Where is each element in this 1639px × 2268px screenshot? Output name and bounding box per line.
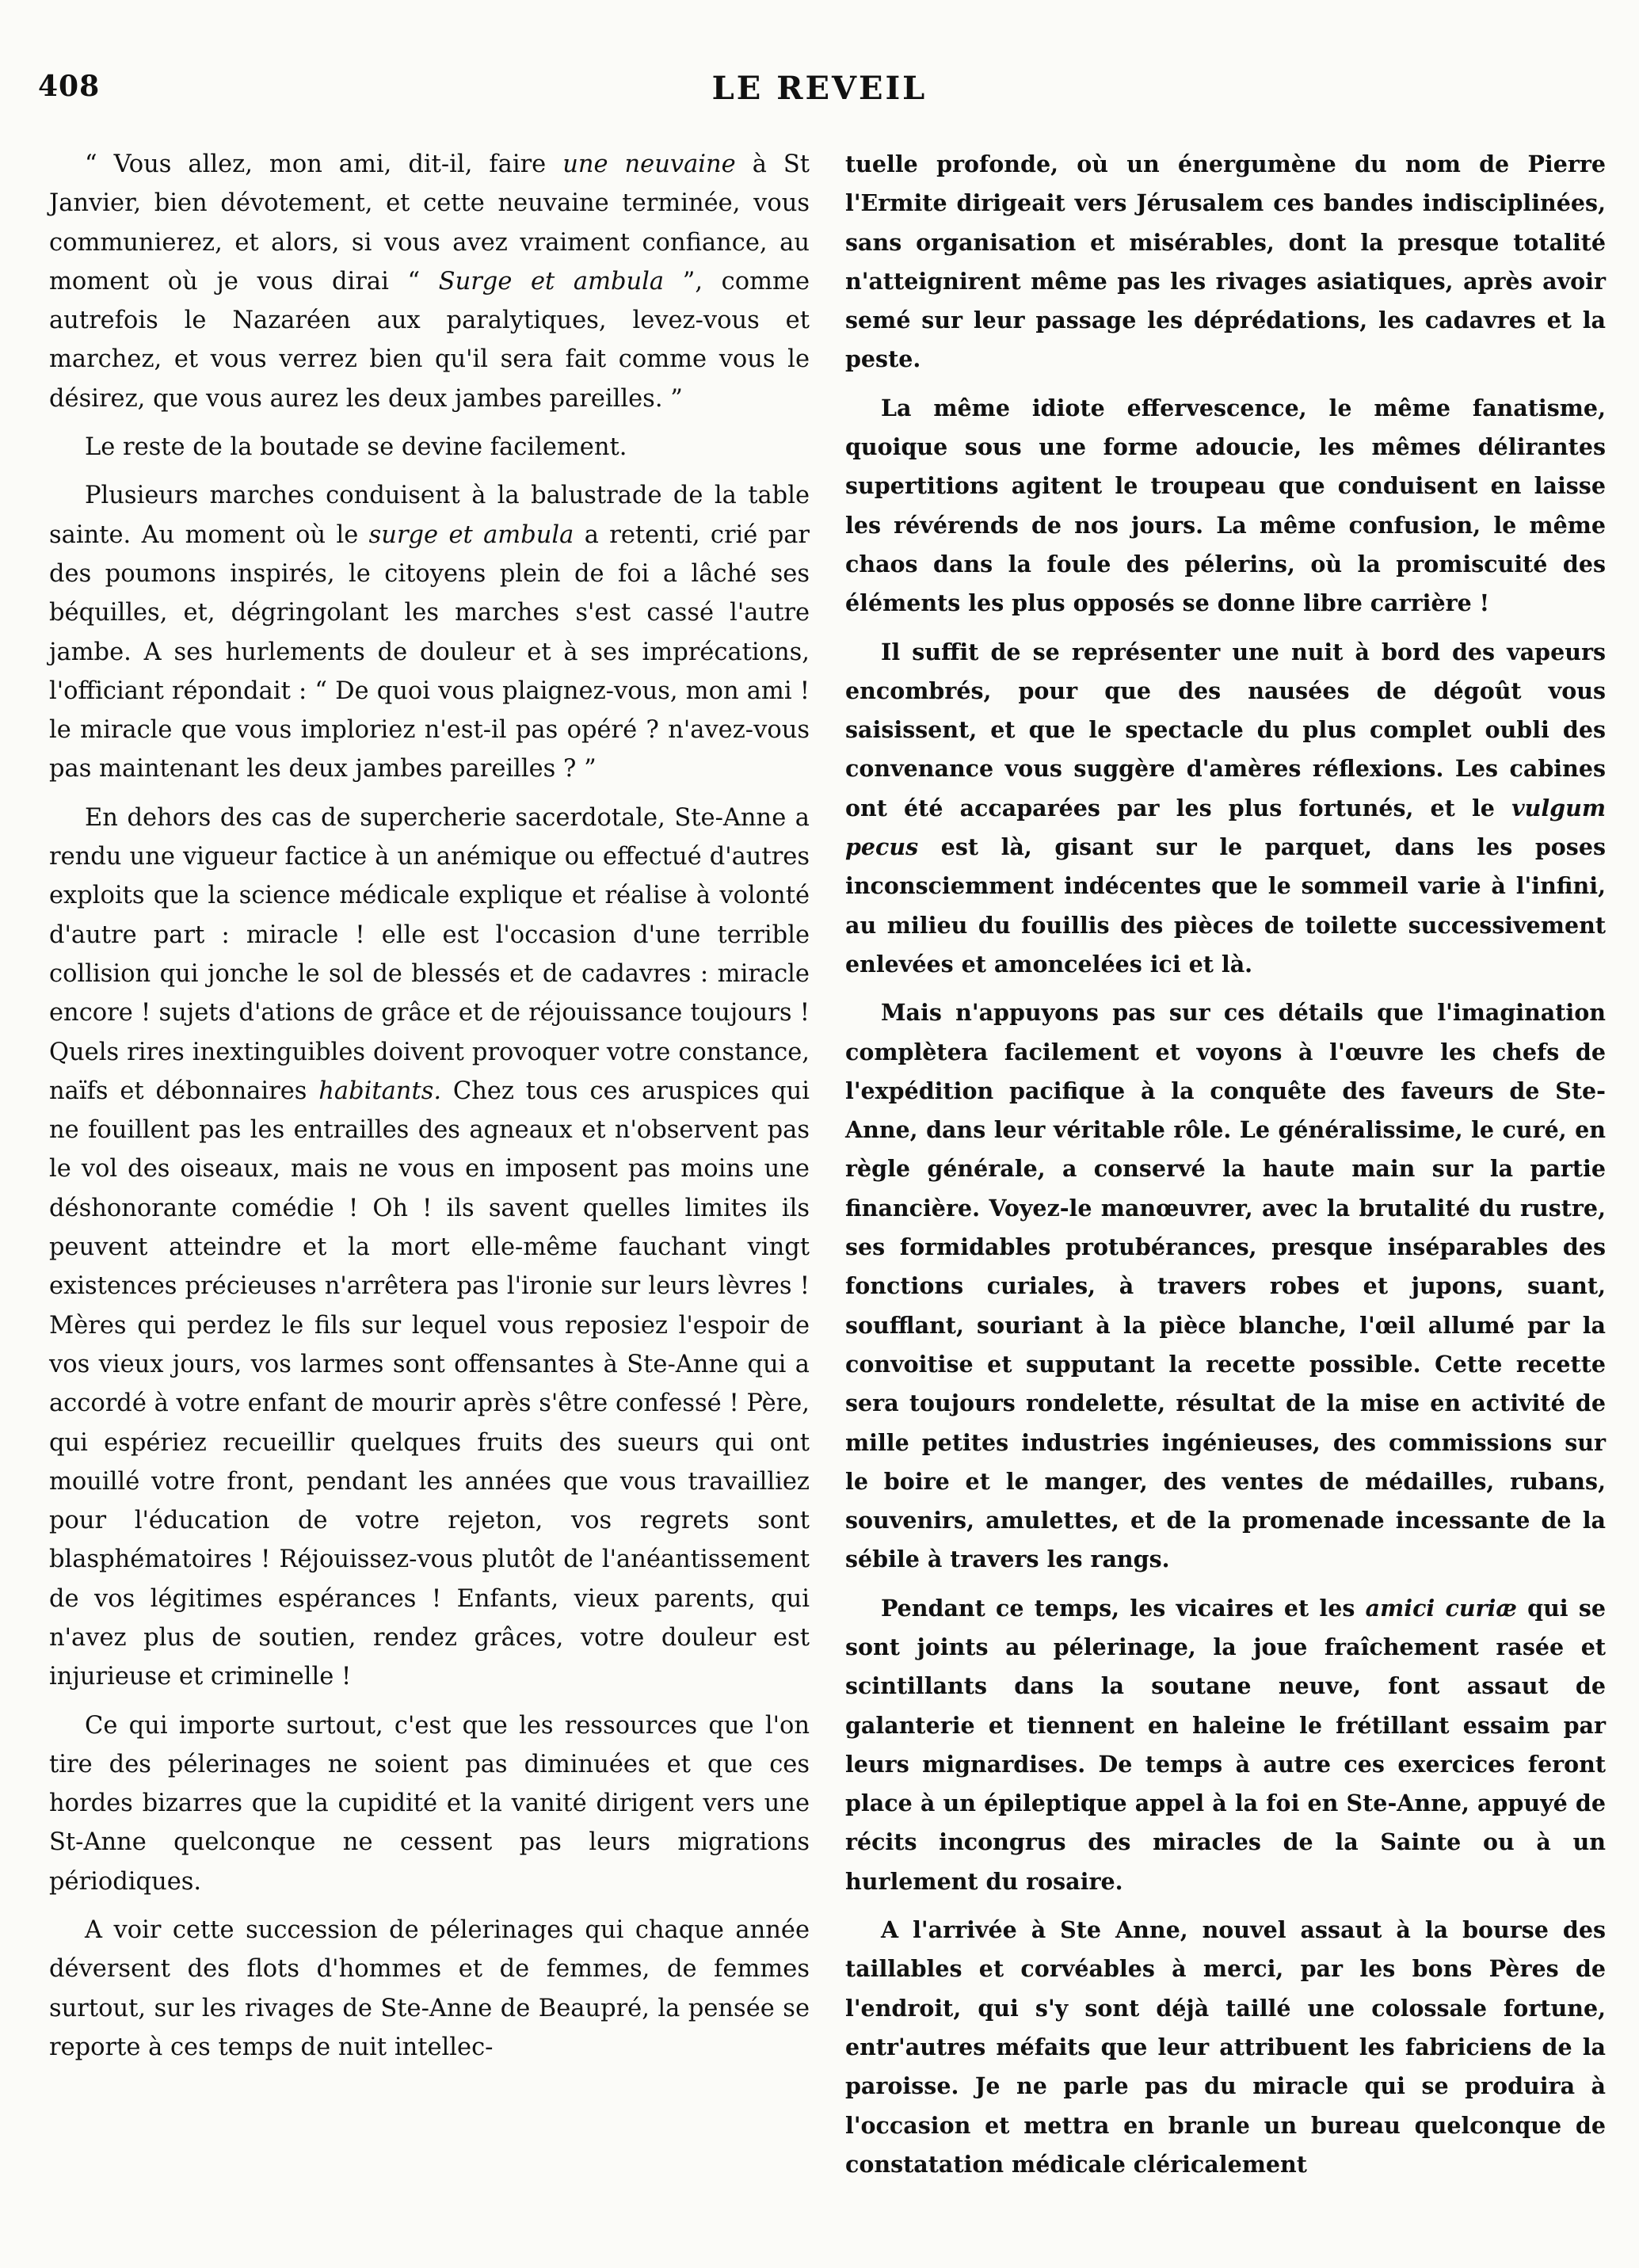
italic-phrase: amici curiæ xyxy=(1365,1594,1517,1622)
italic-phrase: une neuvaine xyxy=(562,151,736,178)
text-run: a retenti, crié par des poumons inspirés, le citoyens plein de foi a lâché ses béquilles, et, dégringolant les marches s'est cassé l'autre jambe. A ses hurlements de douleur et à ses imprécations, l'officiant répondait : “ De quoi vous plaignez-vous, mon ami ! le miracle que vous imploriez n'est-il pas opéré ? n'avez-vous pas maintenant les deux jambes pareilles ? ” xyxy=(49,520,810,783)
paragraph xyxy=(845,1589,1606,1901)
paragraph: tuelle profonde, où un énergumène du nom de Pierre l'Ermite dirigeait vers Jérusalem ces bandes indisciplinées, sans organisation et misérables, dont la presque totalité n'atteignirent même pas les rivages asiatiques, après avoir semé sur leur passage les déprédations, les cadavres et la peste. xyxy=(845,151,1606,373)
text-run: Chez tous ces aruspices qui ne fouillent pas les entrailles des agneaux et n'observent pas le vol des oiseaux, mais ne vous en imposent pas moins une déshonorante comédie ! Oh ! ils savent quelles limites ils peuvent atteindre et la mort elle-même fauchant vingt existences précieuses n'arrêtera pas l'ironie sur leurs lèvres ! Mères qui perdez le fils sur lequel vous reposiez l'espoir de vos vieux jours, vos larmes sont offensantes à Ste-Anne qui a accordé à votre enfant de mourir après s'être confessé ! Père, qui espériez recueillir quelques fruits des sueurs qui ont mouillé votre front, pendant les années que vous travailliez pour l'éducation de votre rejeton, vos regrets sont blasphématoires ! Réjouissez-vous plutôt de l'anéantissement de vos légitimes espérances ! Enfants, vieux parents, qui n'avez plus de soutien, rendez grâces, votre douleur est injurieuse et criminelle ! xyxy=(49,1077,810,1691)
right-column xyxy=(845,145,1606,2194)
text-run: Plusieurs marches conduisent à la balustrade de la table sainte. Au moment où le xyxy=(49,482,810,549)
page-number: 408 xyxy=(38,70,101,103)
paragraph: La même idiote effervescence, le même fanatisme, quoique sous une forme adoucie, les mêmes délirantes supertitions agitent le troupeau que conduisent en laisse les révérends de nos jours. La même confusion, le même chaos dans la foule des pélerins, où la promiscuité des éléments les plus opposés se donne libre carrière ! xyxy=(845,394,1606,617)
text-run: Pendant ce temps, les vicaires et les xyxy=(881,1594,1366,1622)
paragraph xyxy=(49,145,810,418)
italic-phrase: vulgum pecus xyxy=(845,794,1606,861)
paragraph: Ce qui importe surtout, c'est que les ressources que l'on tire des pélerinages ne soient pas diminuées et que ces hordes bizarres que la cupidité et la vanité dirigent vers une St-Anne quelconque ne cessent pas leurs migrations périodiques. xyxy=(49,1711,810,1896)
paragraph xyxy=(49,799,810,1697)
paragraph: Le reste de la boutade se devine facilement. xyxy=(85,433,627,462)
text-run: “ Vous allez, mon ami, dit-il, faire xyxy=(85,151,563,178)
paragraph: Mais n'appuyons pas sur ces détails que l'imagination complètera facilement et voyons à l'œuvre les chefs de l'expédition pacifique à la conquête des faveurs de Ste-Anne, dans leur véritable rôle. Le généralissime, le curé, en règle générale, a conservé la haute main sur la partie financière. Voyez-le manœuvrer, avec la brutalité du rustre, ses formidables protubérances, presque inséparables des fonctions curiales, à travers robes et jupons, suant, soufflant, souriant à la pièce blanche, l'œil allumé par la convoitise et supputant la recette possible. Cette recette sera toujours rondelette, résultat de la mise en activité de mille petites industries ingénieuses, des commissions sur le boire et le manger, des ventes de médailles, rubans, souvenirs, amulettes, et de la promenade incessante de la sébile à travers les rangs. xyxy=(845,999,1606,1573)
text-run: En dehors des cas de supercherie sacerdotale, Ste-Anne a rendu une vigueur factice à un anémique ou effectué d'autres exploits que la science médicale explique et réalise à volonté d'autre part : miracle ! elle est l'occasion d'une terrible collision qui jonche le sol de blessés et de cadavres : miracle encore ! sujets d'ations de grâce et de réjouissance toujours ! Quels rires inextinguibles doivent provoquer votre constance, naïfs et débonnaires xyxy=(49,803,810,1105)
italic-phrase: Surge et ambula xyxy=(438,267,665,295)
text-run: est là, gisant sur le parquet, dans les poses inconsciemment indécentes que le sommeil varie à l'infini, au milieu du fouillis des pièces de toilette successivement enlevées et amoncelées ici et là. xyxy=(845,833,1606,978)
left-column xyxy=(49,145,810,2076)
running-title: LE REVEIL xyxy=(711,70,928,107)
page-header xyxy=(0,70,1639,117)
paragraph: A l'arrivée à Ste Anne, nouvel assaut à la bourse des taillables et corvéables à merci, par les bons Pères de l'endroit, qui s'y sont déjà taillé une colossale fortune, entr'autres méfaits que leur attribuent les fabriciens de la paroisse. Je ne parle pas du miracle qui se produira à l'occasion et mettra en branle un bureau quelconque de constatation médicale cléricalement xyxy=(845,1916,1606,2178)
text-run: qui se sont joints au pélerinage, la joue fraîchement rasée et scintillants dans la soutane neuve, font assaut de galanterie et tiennent en haleine le frétillant essaim par leurs mignardises. De temps à autre ces exercices feront place à un épileptique appel à la foi en Ste-Anne, appuyé de récits incongrus des miracles de la Sainte ou à un hurlement du rosaire. xyxy=(845,1594,1607,1895)
paragraph xyxy=(845,633,1606,985)
text-run: Il suffit de se représenter une nuit à bord des vapeurs encombrés, pour que des nausées de dégoût vous saisissent, et que le spectacle du plus complet oubli des convenance vous suggère d'amères réflexions. Les cabines ont été accaparées par les plus fortunés, et le xyxy=(845,638,1606,821)
italic-phrase: habitants. xyxy=(318,1077,442,1105)
paragraph: A voir cette succession de pélerinages qui chaque année déversent des flots d'hommes et de femmes, de femmes surtout, sur les rivages de Ste-Anne de Beaupré, la pensée se reporte à ces temps de nuit intellec- xyxy=(49,1916,810,2061)
text-run: à St Janvier, bien dévotement, et cette neuvaine terminée, vous communierez, et alors, si vous avez vraiment confiance, au moment où je vous dirai “ xyxy=(49,151,810,295)
italic-phrase: surge et ambula xyxy=(368,520,574,549)
text-run: ”, comme autrefois le Nazaréen aux paralytiques, levez-vous et marchez, et vous verrez bien qu'il sera fait comme vous le désirez, que vous aurez les deux jambes pareilles. ” xyxy=(49,267,810,413)
paragraph xyxy=(49,476,810,788)
